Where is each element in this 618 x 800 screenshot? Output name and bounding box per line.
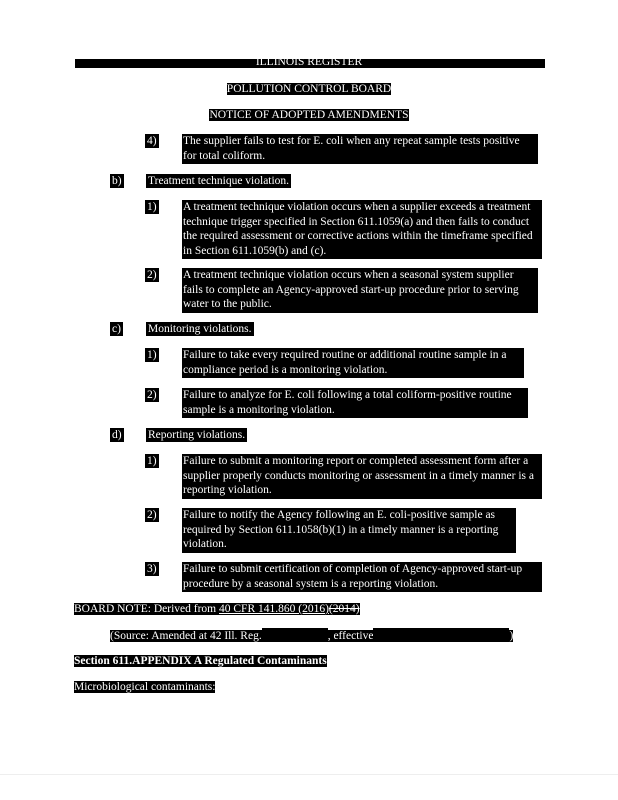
source-effective: , effective <box>327 630 374 642</box>
page-edge <box>0 774 618 775</box>
item-d-number: d) <box>112 429 122 441</box>
source-close: ) <box>509 630 514 642</box>
item-a4-number: 4) <box>147 135 157 147</box>
source-line <box>110 628 513 643</box>
item-c-label: Monitoring violations. <box>148 323 252 335</box>
item-c2-number: 2) <box>147 389 157 401</box>
item-c2-text: Failure to analyze for E. coli following a total coliform-positive routine sample is a monitoring violation. <box>182 388 528 418</box>
item-d2-text: Failure to notify the Agency following an E. coli-positive sample as required by Section 611.1058(b)(1) in a timely manner is a reporting violation. <box>182 508 516 553</box>
register-title <box>0 56 618 68</box>
board-note-struck: (2014) <box>328 603 360 615</box>
item-c1-text: Failure to take every required routine or additional routine sample in a compliance period is a monitoring violation. <box>182 348 524 378</box>
item-b1-number: 1) <box>147 201 157 213</box>
item-d3-text: Failure to submit certification of completion of Agency-approved start-up procedure by a seasonal system is a reporting violation. <box>182 562 542 592</box>
item-b1-text: A treatment technique violation occurs when a supplier exceeds a treatment technique trigger specified in Section 611.1059(a) and then fails to conduct the required assessment or corrective actions within the timeframe specified in Section 611.1059(b) and (c). <box>182 200 542 259</box>
register-title-text: ILLINOIS REGISTER <box>255 56 363 68</box>
source-open: (Source: Amended at 42 Ill. Reg. <box>110 630 262 642</box>
item-d2-number: 2) <box>147 509 157 521</box>
item-c-number: c) <box>112 323 121 335</box>
item-d1-number: 1) <box>147 455 157 467</box>
notice-title: NOTICE OF ADOPTED AMENDMENTS <box>209 109 409 121</box>
item-d-label: Reporting violations. <box>148 429 246 441</box>
board-note-prefix: BOARD NOTE: Derived from <box>74 603 220 615</box>
item-d3-number: 3) <box>147 563 157 575</box>
source-date-blank <box>373 628 509 643</box>
source-reg-blank <box>262 628 328 643</box>
item-b2-number: 2) <box>147 269 157 281</box>
board-note-cite: 40 CFR 141.860 (2016) <box>219 603 329 615</box>
board-title: POLLUTION CONTROL BOARD <box>226 83 392 95</box>
item-a4-text: The supplier fails to test for E. coli when any repeat sample tests positive for total coliform. <box>182 134 538 164</box>
item-b-label: Treatment technique violation. <box>148 175 290 187</box>
section-title: Section 611.APPENDIX A Regulated Contaminants <box>74 655 327 667</box>
item-b2-text: A treatment technique violation occurs when a seasonal system supplier fails to complete an Agency-approved start-up procedure prior to serving water to the public. <box>182 268 538 313</box>
board-note <box>74 602 360 616</box>
micro-heading: Microbiological contaminants: <box>74 681 216 693</box>
item-d1-text: Failure to submit a monitoring report or completed assessment form after a supplier properly conducts monitoring or assessment in a timely manner is a reporting violation. <box>182 454 542 499</box>
item-b-number: b) <box>112 175 122 187</box>
item-c1-number: 1) <box>147 349 157 361</box>
